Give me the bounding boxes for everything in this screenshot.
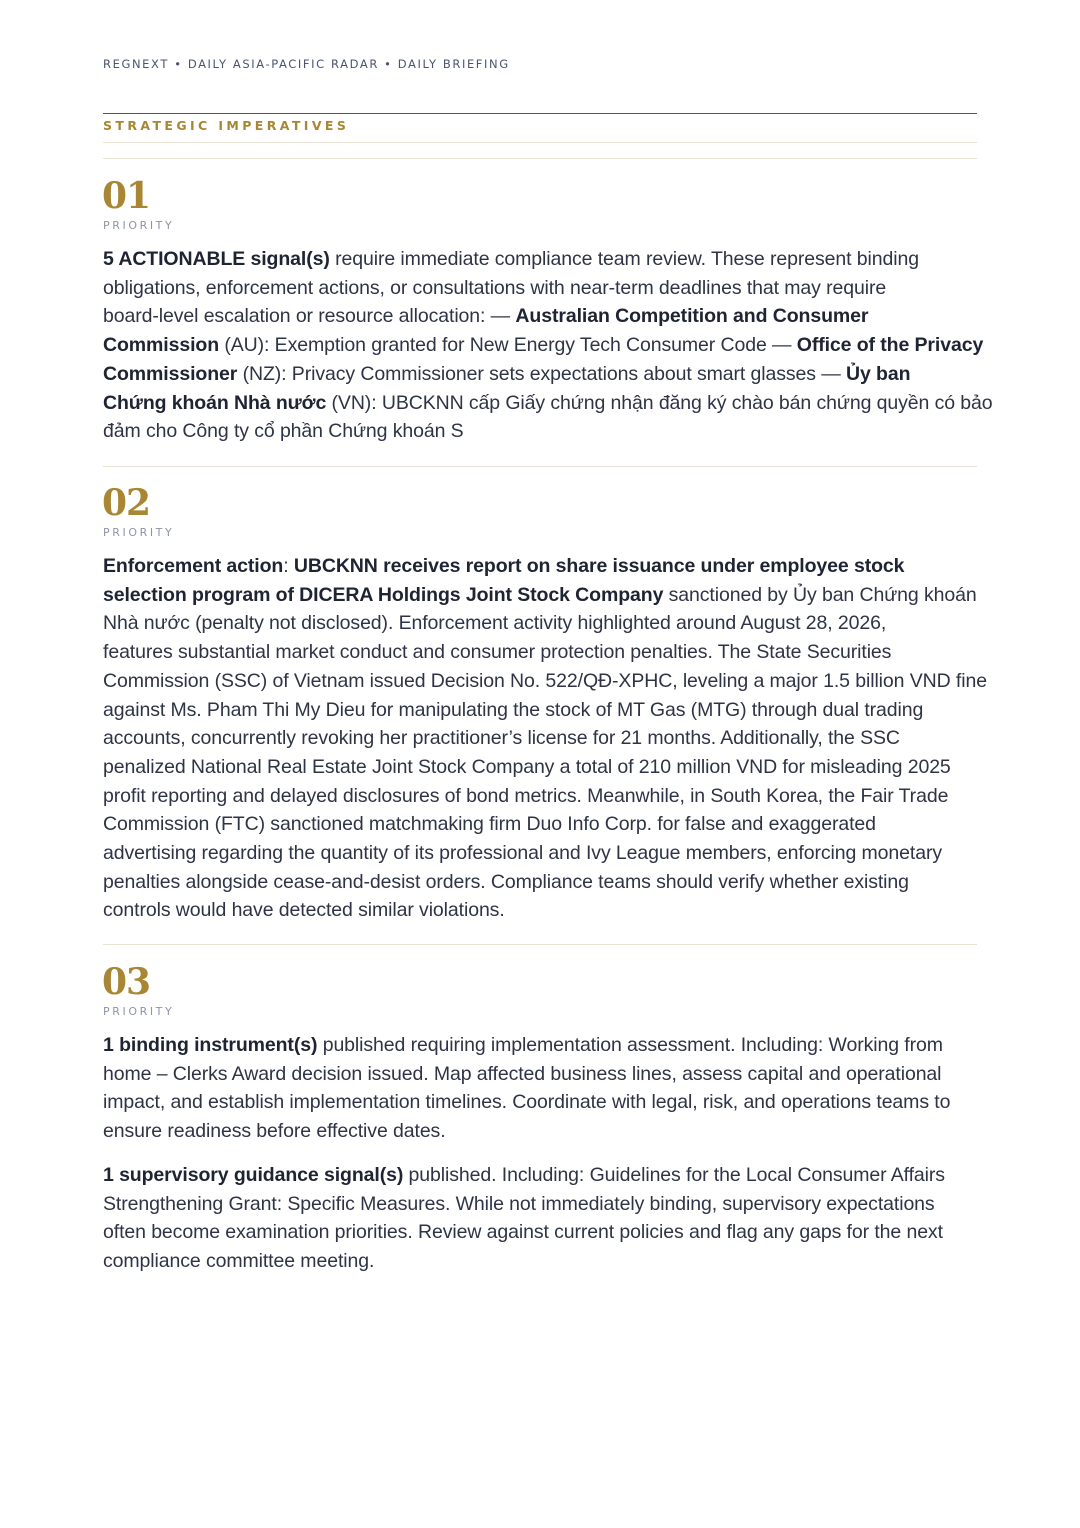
- bold-run: 1 supervisory guidance signal(s): [103, 1164, 404, 1186]
- bold-run: selection program of DICERA Holdings Joint Stock Company: [103, 583, 664, 606]
- text-run: (NZ): Privacy Commissioner sets expectations about smart glasses —: [237, 362, 846, 385]
- text-run: đảm cho Công ty cổ phần Chứng khoán S: [103, 420, 464, 443]
- paragraph-line: [103, 360, 977, 389]
- priority-paragraph: [103, 1031, 977, 1146]
- bold-run: Commission: [103, 334, 220, 357]
- text-run: features substantial market conduct and consumer protection penalties. The State Securities: [103, 641, 892, 664]
- paragraph-line: [103, 1088, 977, 1117]
- paragraph-line: [103, 581, 977, 610]
- paragraph-line: [103, 302, 977, 331]
- section-divider: [103, 113, 977, 114]
- paragraph-line: [103, 868, 977, 897]
- text-run: controls would have detected similar violations.: [103, 899, 505, 922]
- text-run: advertising regarding the quantity of its professional and Ivy League members, enforcing monetary: [103, 842, 943, 865]
- text-run: published requiring implementation assessment. Including: Working from: [317, 1034, 943, 1056]
- text-run: penalized National Real Estate Joint Stock Company a total of 210 million VND for misleading 2025: [103, 755, 951, 778]
- bold-run: 5 ACTIONABLE signal(s): [103, 248, 330, 270]
- paragraph-line: [103, 696, 977, 725]
- paragraph-line: [103, 552, 977, 581]
- text-run: :: [283, 555, 294, 577]
- text-run: Nhà nước (penalty not disclosed). Enforcement activity highlighted around August 28, 2026,: [103, 612, 887, 635]
- priority-divider: [103, 944, 977, 945]
- paragraph-line: [103, 1247, 977, 1276]
- paragraph-line: [103, 782, 977, 811]
- text-run: sanctioned by Ủy ban Chứng khoán: [663, 583, 977, 606]
- paragraph-line: [103, 245, 977, 274]
- text-run: (VN): UBCKNN cấp Giấy chứng nhận đăng ký chào bán chứng quyền có bảo: [326, 391, 993, 414]
- paragraph-line: [103, 1190, 977, 1219]
- text-run: Commission (SSC) of Vietnam issued Decision No. 522/QĐ-XPHC, leveling a major 1.5 billion VND fine: [103, 669, 987, 692]
- bold-run: Commissioner: [103, 362, 238, 385]
- text-run: home – Clerks Award decision issued. Map affected business lines, assess capital and operational: [103, 1062, 942, 1085]
- text-run: Commission (FTC) sanctioned matchmaking firm Duo Info Corp. for false and exaggerated: [103, 813, 876, 836]
- priority-label: PRIORITY: [103, 526, 175, 539]
- text-run: impact, and establish implementation timelines. Coordinate with legal, risk, and operations teams to: [103, 1091, 951, 1114]
- paragraph-line: [103, 667, 987, 696]
- paragraph-line: [103, 609, 977, 638]
- paragraph-line: [103, 839, 977, 868]
- priority-paragraph: [103, 245, 993, 446]
- text-run: board-level escalation or resource allocation: —: [103, 305, 516, 328]
- section-title: STRATEGIC IMPERATIVES: [103, 118, 350, 133]
- priority-label: PRIORITY: [103, 1005, 175, 1018]
- bold-run: Enforcement action: [103, 555, 284, 577]
- text-run: often become examination priorities. Review against current policies and flag any gaps for the next: [103, 1221, 943, 1244]
- bold-run: Australian Competition and Consumer: [515, 305, 869, 328]
- priority-paragraph: [103, 552, 987, 925]
- paragraph-line: [103, 331, 984, 360]
- paragraph-line: [103, 638, 977, 667]
- paragraph-line: [103, 753, 977, 782]
- paragraph-line: [103, 724, 977, 753]
- priority-number: 02: [102, 482, 151, 524]
- paragraph-line: [103, 389, 993, 418]
- bold-run: Ủy ban: [846, 362, 911, 385]
- text-run: against Ms. Pham Thi My Dieu for manipulating the stock of MT Gas (MTG) through dual trading: [103, 698, 924, 721]
- text-run: penalties alongside cease-and-desist orders. Compliance teams should verify whether existing: [103, 870, 909, 893]
- paragraph-line: [103, 810, 977, 839]
- priority-number: 01: [102, 175, 151, 217]
- text-run: obligations, enforcement actions, or consultations with near-term deadlines that may require: [103, 276, 887, 299]
- text-run: Strengthening Grant: Specific Measures. While not immediately binding, supervisory expectations: [103, 1192, 935, 1215]
- text-run: published. Including: Guidelines for the Local Consumer Affairs: [403, 1164, 945, 1186]
- bold-run: Chứng khoán Nhà nước: [103, 391, 327, 414]
- priority-number: 03: [102, 961, 151, 1003]
- bold-run: 1 binding instrument(s): [103, 1034, 318, 1056]
- paragraph-line: [103, 1031, 977, 1060]
- section-underline: [103, 142, 977, 143]
- priority-label: PRIORITY: [103, 219, 175, 232]
- paragraph-line: [103, 1117, 977, 1146]
- bold-run: Office of the Privacy: [796, 334, 984, 357]
- paragraph-line: [103, 1161, 977, 1190]
- text-run: require immediate compliance team review. These represent binding: [329, 248, 919, 270]
- bold-run: UBCKNN receives report on share issuance under employee stock: [293, 555, 905, 577]
- paragraph-line: [103, 417, 977, 446]
- text-run: accounts, concurrently revoking her practitioner’s license for 21 months. Additionally, the SSC: [103, 727, 900, 750]
- priority-paragraph: [103, 1161, 977, 1276]
- text-run: compliance committee meeting.: [103, 1250, 375, 1273]
- text-run: ensure readiness before effective dates.: [103, 1120, 446, 1143]
- text-run: (AU): Exemption granted for New Energy Tech Consumer Code —: [219, 334, 797, 357]
- running-header: REGNEXT • DAILY ASIA-PACIFIC RADAR • DAILY BRIEFING: [103, 57, 510, 71]
- paragraph-line: [103, 274, 977, 303]
- paragraph-line: [103, 1218, 977, 1247]
- paragraph-line: [103, 1060, 977, 1089]
- text-run: profit reporting and delayed disclosures of bond metrics. Meanwhile, in South Korea, the Fair Trade: [103, 784, 949, 807]
- paragraph-line: [103, 896, 977, 925]
- priority-divider: [103, 466, 977, 467]
- priority-divider: [103, 158, 977, 159]
